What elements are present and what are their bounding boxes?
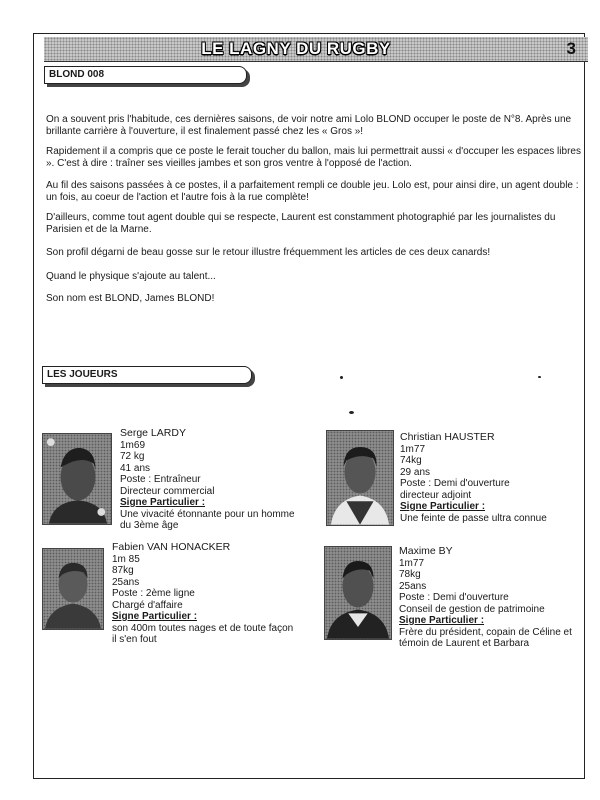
player-name: Fabien VAN HONACKER bbox=[112, 541, 231, 553]
signe-line: son 400m toutes nages et de toute façon bbox=[112, 622, 294, 634]
article-paragraph: On a souvent pris l'habitude, ces dernières saisons, de voir notre ami Lolo BLOND occuper le poste de N°8. Après une brillante carrière à l'ouverture, il est finalement passé chez les « Gros »! bbox=[46, 114, 572, 137]
signe-line: du 3ème âge bbox=[120, 520, 179, 531]
player-job: Directeur commercial bbox=[120, 485, 215, 497]
player-name: Christian HAUSTER bbox=[400, 431, 495, 443]
player-job: Conseil de gestion de patrimoine bbox=[399, 603, 545, 615]
signe-particulier-label: Signe Particulier : bbox=[400, 501, 486, 512]
player-height: 1m 85 bbox=[112, 553, 140, 565]
print-speck bbox=[349, 411, 354, 414]
player-age: 25ans bbox=[399, 580, 427, 592]
signe-particulier-label: Signe Particulier : bbox=[399, 615, 485, 626]
player-job: directeur adjoint bbox=[400, 489, 472, 501]
portrait-silhouette-icon bbox=[327, 431, 393, 525]
page-border bbox=[33, 33, 585, 779]
player-height: 1m77 bbox=[399, 557, 425, 569]
player-name: Maxime BY bbox=[399, 545, 453, 557]
player-age: 29 ans bbox=[400, 466, 431, 478]
player-photo-maxime-by bbox=[324, 546, 392, 640]
article-paragraph: Au fil des saisons passées à ce postes, il a parfaitement rempli ce double jeu. Lolo est, pour ainsi dire, un agent double : un fois, au coeur de l'action et l'autre fois à la rue complète! bbox=[46, 180, 579, 203]
article-paragraph: Quand le physique s'ajoute au talent... bbox=[46, 271, 216, 282]
player-height: 1m77 bbox=[400, 443, 426, 455]
player-weight: 72 kg bbox=[120, 451, 145, 462]
signe-line: Une vivacité étonnante pour un homme bbox=[120, 508, 295, 520]
player-job: Chargé d'affaire bbox=[112, 599, 183, 611]
signe-particulier-label: Signe Particulier : bbox=[112, 611, 198, 622]
print-speck bbox=[538, 376, 541, 378]
player-height: 1m69 bbox=[120, 439, 146, 451]
player-position: Poste : Demi d'ouverture bbox=[399, 592, 509, 603]
portrait-silhouette-icon bbox=[43, 434, 111, 524]
print-speck bbox=[340, 376, 343, 379]
player-weight: 87kg bbox=[112, 565, 134, 576]
section-heading-joueurs: LES JOUEURS bbox=[42, 366, 252, 384]
signe-line: Une feinte de passe ultra connue bbox=[400, 512, 547, 524]
article-paragraph: Son profil dégarni de beau gosse sur le retour illustre fréquemment les articles de ces deux canards! bbox=[46, 247, 491, 258]
newsletter-title: LE LAGNY DU RUGBY bbox=[201, 39, 391, 58]
portrait-silhouette-icon bbox=[325, 547, 391, 639]
player-position: Poste : Entraîneur bbox=[120, 474, 201, 485]
player-info-maxime-by bbox=[399, 546, 572, 650]
player-age: 25ans bbox=[112, 576, 140, 588]
player-position: Poste : Demi d'ouverture bbox=[400, 478, 510, 489]
section-heading-blond: BLOND 008 bbox=[44, 66, 247, 84]
player-photo-christian-hauster bbox=[326, 430, 394, 526]
player-weight: 78kg bbox=[399, 569, 421, 580]
player-info-christian-hauster bbox=[400, 432, 547, 524]
player-weight: 74kg bbox=[400, 455, 422, 466]
signe-line: il s'en fout bbox=[112, 634, 157, 645]
player-photo-serge-lardy bbox=[42, 433, 112, 525]
article-paragraph: D'ailleurs, comme tout agent double qui se respecte, Laurent est constamment photographié par les journalistes du Parisien et de la Marne. bbox=[46, 212, 556, 235]
article-paragraph: Son nom est BLOND, James BLOND! bbox=[46, 293, 215, 304]
player-info-fabien-van-honacker bbox=[112, 542, 293, 646]
player-name: Serge LARDY bbox=[120, 427, 186, 439]
portrait-silhouette-icon bbox=[43, 549, 103, 629]
article-paragraph: Rapidement il a compris que ce poste le ferait toucher du ballon, mais lui permettrait aussi « d'occuper les espaces libres ». C'est à dire : traîner ses vieilles jambes et son gros ventre à l'opposé de l'action. bbox=[46, 146, 581, 169]
page-number: 3 bbox=[566, 39, 576, 58]
player-photo-fabien-van-honacker bbox=[42, 548, 104, 630]
signe-particulier-label: Signe Particulier : bbox=[120, 497, 206, 508]
header-banner bbox=[44, 37, 588, 62]
signe-line: Frère du président, copain de Céline et bbox=[399, 626, 572, 638]
signe-line: témoin de Laurent et Barbara bbox=[399, 638, 530, 649]
player-position: Poste : 2ème ligne bbox=[112, 588, 195, 599]
player-age: 41 ans bbox=[120, 462, 151, 474]
player-info-serge-lardy bbox=[120, 428, 295, 532]
